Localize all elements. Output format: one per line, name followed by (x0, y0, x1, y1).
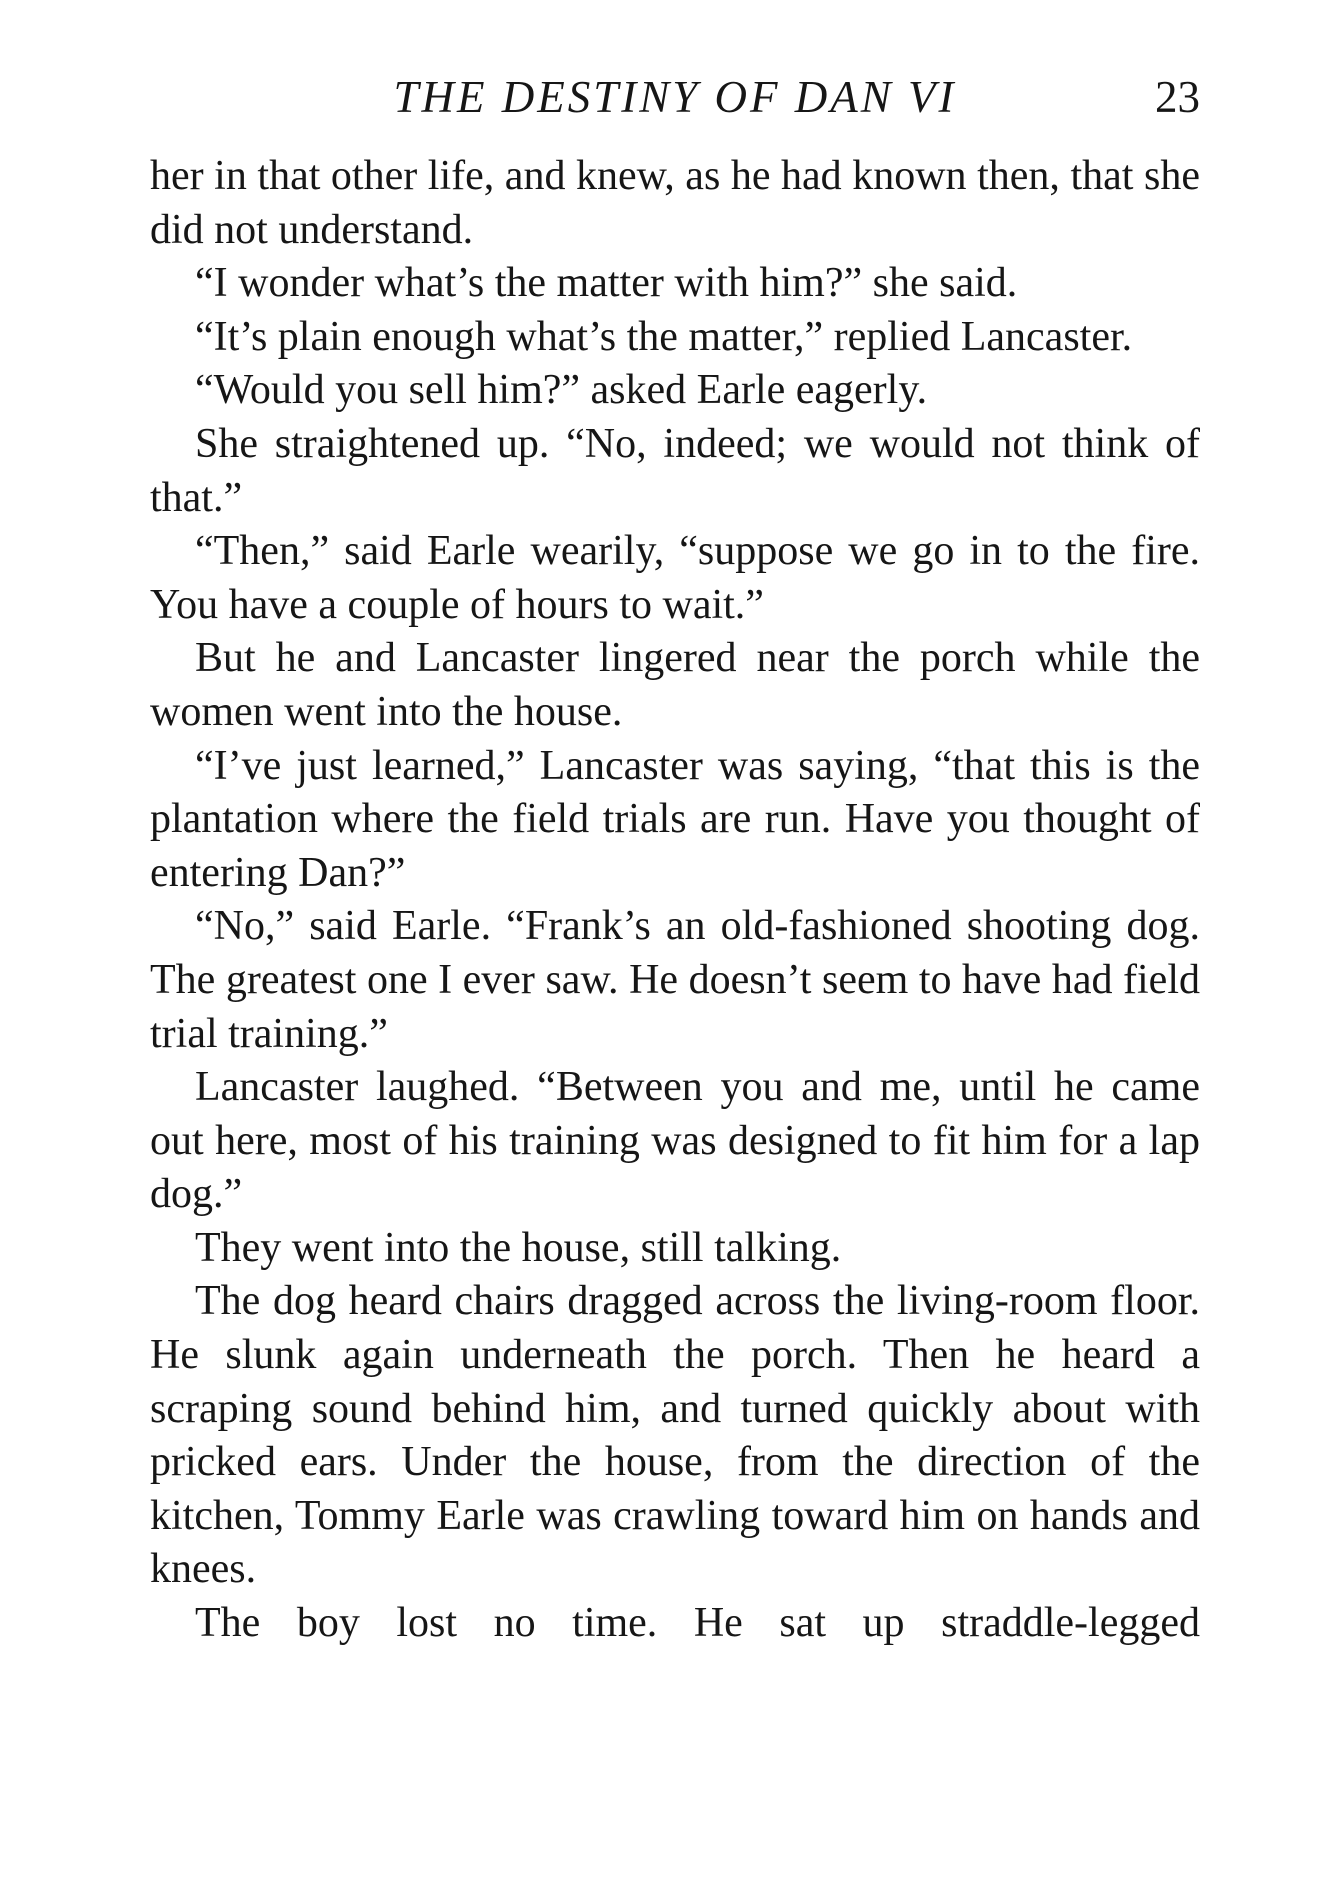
paragraph: The dog heard chairs dragged across the living-room floor. He slunk again underneath the porch. Then he heard a scraping sound behind him, and turned quickly about with pricked ears. Under the house, from the direction of the kitchen, Tommy Earle was crawling toward him on hands and knees. (150, 1278, 1200, 1593)
paragraph: She straightened up. “No, indeed; we would not think of that.” (150, 420, 1200, 521)
running-title: THE DESTINY OF DAN VI (393, 72, 957, 122)
paragraph: But he and Lancaster lingered near the porch while the women went into the house. (150, 635, 1200, 735)
paragraph: her in that other life, and knew, as he had known then, that she did not understand. (150, 153, 1200, 253)
page-number: 23 (1155, 72, 1200, 122)
paragraph: “No,” said Earle. “Frank’s an old-fashioned shooting dog. The greatest one I ever saw. He doesn’t seem to have had field trial training.” (150, 903, 1200, 1057)
paragraph: “Then,” said Earle wearily, “suppose we go in to the fire. You have a couple of hours to wait.” (150, 528, 1200, 628)
paragraph: “It’s plain enough what’s the matter,” replied Lancaster. (195, 313, 1133, 360)
paragraph: “I wonder what’s the matter with him?” she said. (195, 260, 1018, 307)
paragraph: “I’ve just learned,” Lancaster was saying, “that this is the plantation where the field trials are run. Have you thought of entering Dan?” (150, 742, 1200, 896)
running-head (150, 62, 1200, 132)
paragraph: “Would you sell him?” asked Earle eagerly. (195, 367, 928, 414)
paragraph: The boy lost no time. He sat up straddle-legged (195, 1600, 1200, 1647)
paragraph: Lancaster laughed. “Between you and me, until he came out here, most of his training was designed to fit him for a lap dog.” (150, 1064, 1200, 1218)
paragraph: They went into the house, still talking. (195, 1224, 842, 1271)
body-text (150, 150, 1200, 1651)
